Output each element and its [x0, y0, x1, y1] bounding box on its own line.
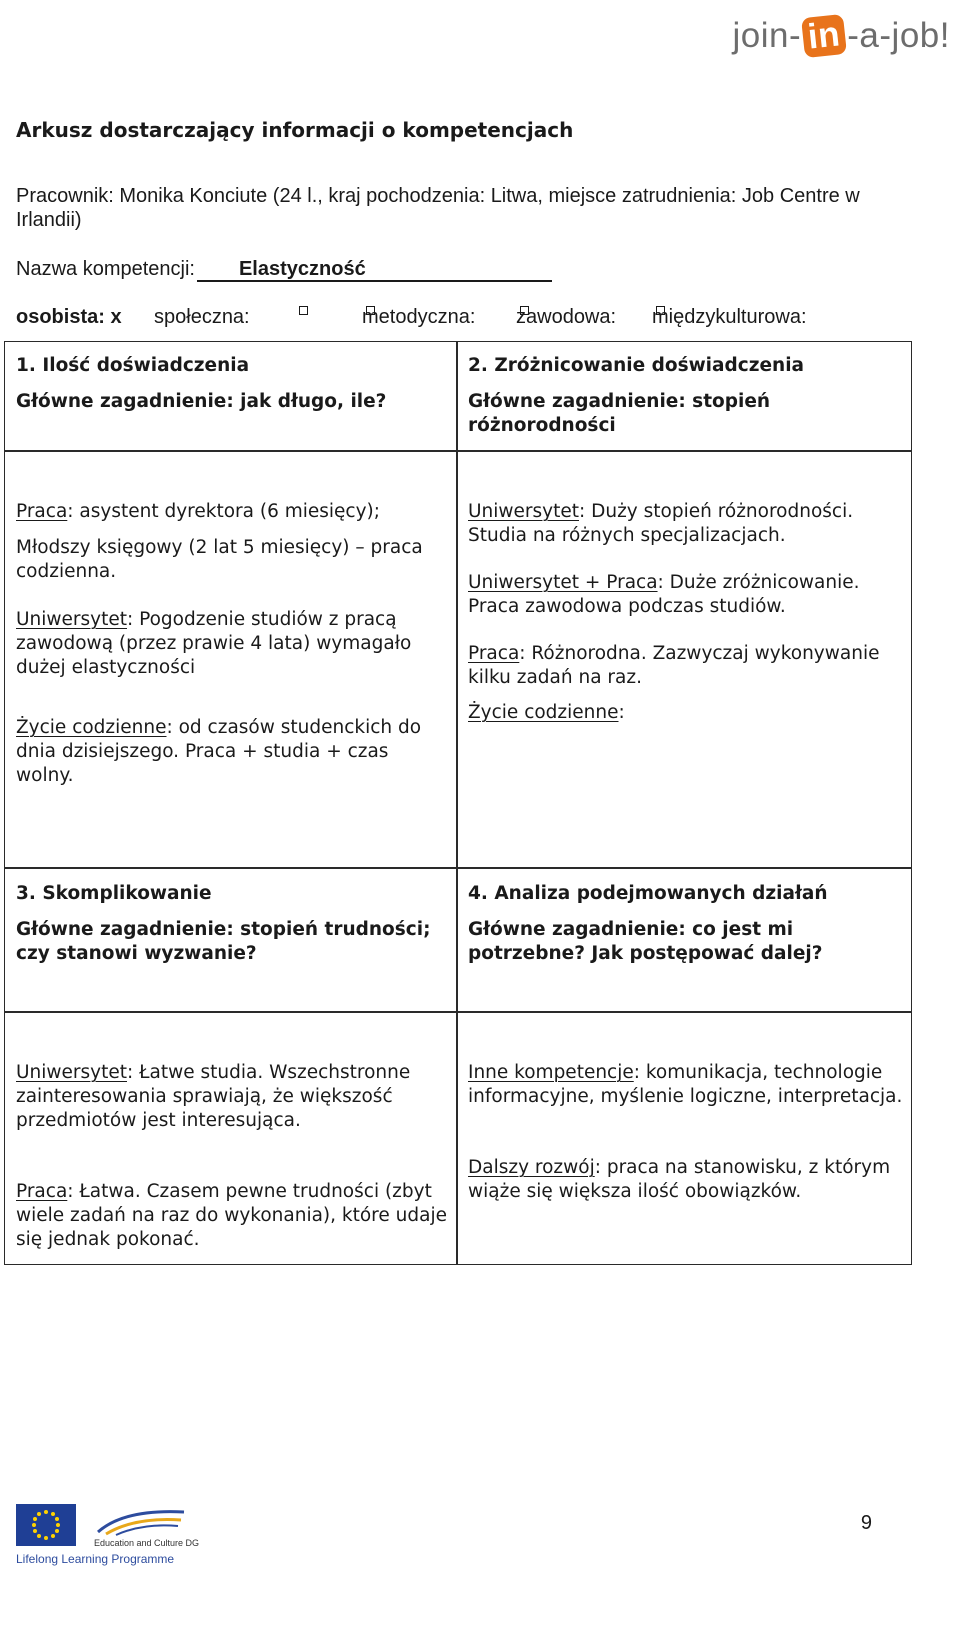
paragraph-label: Uniwersytet — [468, 501, 579, 522]
section-1-content — [16, 500, 450, 788]
paragraph — [468, 1061, 904, 1109]
eu-footer-logo — [16, 1498, 200, 1566]
paragraph-label: Życie codzienne — [468, 702, 619, 723]
table-rule — [4, 867, 912, 869]
checkbox-icon — [366, 306, 375, 315]
section-1-header — [16, 354, 446, 414]
section-3-content — [16, 1061, 450, 1252]
logo-highlight: in — [801, 14, 847, 58]
section-subtitle: Główne zagadnienie: co jest mi potrzebne? Jak postępować dalej? — [468, 919, 823, 964]
competence-types — [16, 306, 916, 332]
section-title: 3. Skomplikowanie — [16, 883, 212, 904]
paragraph-text: : praca na stanowisku, z którym wiąże się większa ilość obowiązków. — [468, 1157, 891, 1202]
type-intercultural-label: międzykulturowa: — [652, 306, 807, 328]
paragraph-label: Praca — [468, 643, 520, 664]
logo-prefix: join- — [732, 16, 802, 55]
paragraph — [468, 642, 904, 690]
section-title: 2. Zróżnicowanie doświadczenia — [468, 355, 805, 376]
page-number: 9 — [860, 1512, 872, 1534]
paragraph-label: Praca — [16, 501, 68, 522]
paragraph-text: : — [618, 702, 625, 723]
section-subtitle: Główne zagadnienie: stopień trudności; czy stanowi wyzwanie? — [16, 919, 431, 964]
paragraph-label: Uniwersytet + Praca — [468, 572, 658, 593]
worker-info: Pracownik: Monika Konciute (24 l., kraj pochodzenia: Litwa, miejsce zatrudnienia: Job Centre w Irlandii) — [16, 185, 860, 231]
section-3-header — [16, 882, 446, 966]
eu-flag-icon — [16, 1504, 76, 1546]
paragraph-text: : Różnorodna. Zazwyczaj wykonywanie kilku zadań na raz. — [468, 643, 880, 688]
paragraph-text: : od czasów studenckich do dnia dzisiejszego. Praca + studia + czas wolny. — [16, 717, 422, 786]
type-methodical-label: metodyczna: — [362, 306, 476, 328]
programme-label: Lifelong Learning Programme — [16, 1552, 175, 1566]
page-title: Arkusz dostarczający informacji o kompetencjach — [16, 118, 574, 142]
paragraph-text: : komunikacja, technologie informacyjne, myślenie logiczne, interpretacja. — [468, 1062, 903, 1107]
paragraph — [16, 608, 450, 680]
paragraph — [16, 1180, 450, 1252]
paragraph-label: Uniwersytet — [16, 609, 127, 630]
paragraph-label: Praca — [16, 1181, 68, 1202]
paragraph-label: Uniwersytet — [16, 1062, 127, 1083]
paragraph-label: Życie codzienne — [16, 717, 167, 738]
section-title: 1. Ilość doświadczenia — [16, 355, 250, 376]
section-title: 4. Analiza podejmowanych działań — [468, 883, 828, 904]
paragraph-text: : Łatwa. Czasem pewne trudności (zbyt wiele zadań na raz do wykonania), które udaje się jednak pokonać. — [16, 1181, 447, 1250]
competence-value: Elastyczność — [197, 258, 552, 282]
paragraph — [468, 701, 904, 725]
checkbox-icon — [520, 306, 529, 315]
section-4-content — [468, 1061, 904, 1204]
paragraph-label: Dalszy rozwój — [468, 1157, 595, 1178]
checkbox-icon — [656, 306, 665, 315]
paragraph-text: : Duże zróżnicowanie. Praca zawodowa podczas studiów. — [468, 572, 860, 617]
paragraph-text: : Duży stopień różnorodności. Studia na różnych specjalizacjach. — [468, 501, 854, 546]
dg-label: Education and Culture DG — [94, 1538, 200, 1548]
paragraph — [468, 1156, 904, 1204]
logo-suffix: -a-job! — [847, 16, 950, 55]
table-divider — [456, 341, 458, 1265]
paragraph-label: Inne kompetencje — [468, 1062, 634, 1083]
paragraph-text: : Łatwe studia. Wszechstronne zainteresowania sprawiają, że większość przedmiotów jest interesująca. — [16, 1062, 411, 1131]
type-professional-label: zawodowa: — [516, 306, 617, 328]
competence-line — [16, 258, 552, 282]
table-rule — [4, 450, 912, 452]
paragraph — [468, 571, 904, 619]
paragraph — [16, 1061, 450, 1133]
join-in-a-job-logo — [733, 8, 950, 64]
type-social-label: społeczna: — [154, 306, 250, 328]
section-2-content — [468, 500, 904, 725]
dg-emblem-icon — [96, 1506, 186, 1536]
paragraph-text: : Pogodzenie studiów z pracą zawodową (przez prawie 4 lata) wymagało dużej elastyczności — [16, 609, 412, 678]
section-4-header — [468, 882, 898, 966]
type-personal: osobista: x — [16, 306, 122, 328]
paragraph — [468, 500, 904, 548]
section-subtitle: Główne zagadnienie: stopień różnorodności — [468, 391, 771, 436]
section-subtitle: Główne zagadnienie: jak długo, ile? — [16, 391, 387, 412]
paragraph — [16, 500, 450, 524]
paragraph-text: : asystent dyrektora (6 miesięcy); — [67, 501, 380, 522]
checkbox-icon — [299, 306, 308, 315]
paragraph: Młodszy księgowy (2 lat 5 miesięcy) – praca codzienna. — [16, 537, 423, 582]
competence-label: Nazwa kompetencji: — [16, 258, 195, 280]
section-2-header — [468, 354, 898, 438]
paragraph — [16, 716, 450, 788]
table-rule — [4, 1011, 912, 1013]
